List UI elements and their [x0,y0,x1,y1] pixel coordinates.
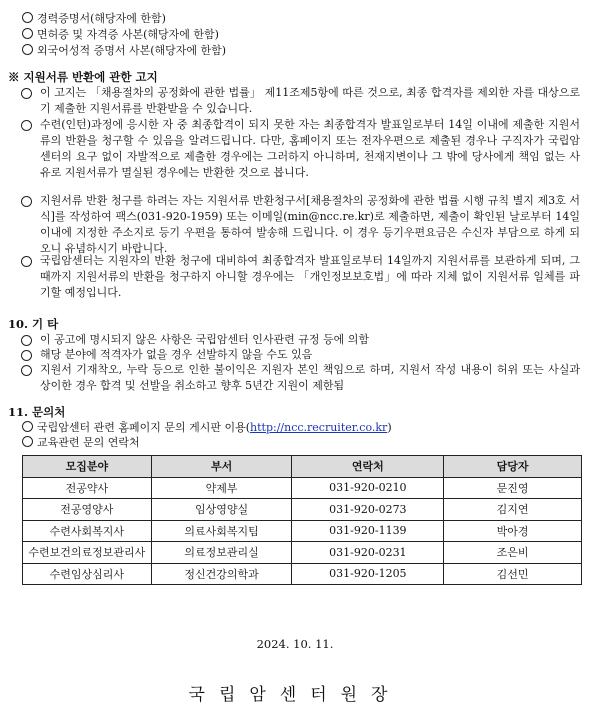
circle-bullet-icon [21,88,32,99]
table-header-person: 담당자 [444,456,582,478]
table-cell: 수련임상심리사 [23,563,152,585]
table-cell: 031-920-1205 [292,563,444,585]
table-row [23,542,582,564]
table-cell: 수련사회복지사 [23,520,152,542]
return-heading: ※ 지원서류 반환에 관한 고지 [8,70,158,84]
table-cell: 김선민 [444,563,582,585]
etc-item-1: 이 공고에 명시되지 않은 사항은 국립암센터 인사관련 규정 등에 의함 [40,332,580,348]
circle-bullet-icon [22,436,33,447]
circle-bullet-icon [22,44,33,55]
issuer-signature: 국립암센터원장 [188,685,402,705]
contact-item-2: 교육관련 문의 연락처 [22,435,140,451]
circle-bullet-icon [21,350,32,361]
table-cell: 문진영 [444,477,582,499]
circle-bullet-icon [21,256,32,267]
recruit-site-link[interactable]: http://ncc.recruiter.co.kr [250,421,388,434]
circle-bullet-icon [22,421,33,432]
circle-bullet-icon [21,365,32,376]
etc-heading: 10. 기 타 [8,317,59,331]
etc-item-2: 해당 분야에 적격자가 없을 경우 선발하지 않을 수도 있음 [40,347,580,363]
table-cell: 전공영양사 [23,499,152,521]
return-paragraph-2: 수련(인턴)과정에 응시한 자 중 최종합격이 되지 못한 자는 최종합격자 발표일로부터 14일 이내에 제출한 지원서류의 반환을 청구할 수 있음을 알려드립니다. 다만, 홈페이지 또는 전자우편으로 제출된 경우나 구직자가 국립암센터의 요구 없이 자발적으로 제출한 경우에는 그러하지 아니하며, 천재지변이나 그 밖에 당사에게 책임 없는 사유로 지원서류가 멸실된 경우에는 반환한 것으로 봅니다. [40,117,580,181]
table-cell: 전공약사 [23,477,152,499]
table-cell: 의료사회복지팀 [151,520,292,542]
table-row [23,563,582,585]
circle-bullet-icon [21,335,32,346]
table-cell: 정신건강의학과 [151,563,292,585]
table-cell: 031-920-0231 [292,542,444,564]
table-row [23,477,582,499]
return-paragraph-3: 지원서류 반환 청구를 하려는 자는 지원서류 반환청구서[채용절차의 공정화에 관한 법률 시행 규칙 별지 제3호 서식]를 작성하여 팩스(031-920-1959) 또는 이메일(min@ncc.re.kr)로 제출하면, 제출이 확인된 날로부터 14일 이내에 지정한 주소지로 등기 우편을 통하여 발송해 드립니다. 이 경우 등기우편요금은 수신자 부담으로 하게 되오니 유념하시기 바랍니다. [40,193,580,257]
table-cell: 의료정보관리실 [151,542,292,564]
table-cell: 031-920-0273 [292,499,444,521]
table-cell: 박아경 [444,520,582,542]
table-row [23,520,582,542]
table-header-dept: 부서 [151,456,292,478]
table-header-row [23,456,582,478]
circle-bullet-icon [22,12,33,23]
return-paragraph-1: 이 고지는 「채용절차의 공정화에 관한 법률」 제11조제5항에 따른 것으로, 최종 합격자를 제외한 자를 대상으로 기 제출한 지원서류를 반환받을 수 있습니다. [40,85,580,117]
table-row [23,499,582,521]
doc-item-3: 외국어성적 증명서 사본(해당자에 한함) [22,43,226,59]
table-cell: 조은비 [444,542,582,564]
circle-bullet-icon [21,196,32,207]
table-header-phone: 연락처 [292,456,444,478]
contact-item-1: 국립암센터 관련 홈페이지 문의 게시판 이용(http://ncc.recruiter.co.kr) [22,420,392,436]
circle-bullet-icon [21,120,32,131]
table-cell: 김지연 [444,499,582,521]
table-cell: 031-920-1139 [292,520,444,542]
table-cell: 031-920-0210 [292,477,444,499]
return-paragraph-4: 국립암센터는 지원자의 반환 청구에 대비하여 최종합격자 발표일로부터 14일까지 지원서류를 보관하게 되며, 그때까지 지원서류의 반환을 청구하지 아니할 경우에는 「개인정보보호법」에 따라 지체 없이 지원서류 일체를 파기할 예정입니다. [40,253,580,301]
table-cell: 수련보건의료정보관리사 [23,542,152,564]
doc-item-1: 경력증명서(해당자에 한함) [22,11,166,27]
circle-bullet-icon [22,28,33,39]
table-cell: 임상영양실 [151,499,292,521]
contact-table [22,455,582,585]
table-header-field: 모집분야 [23,456,152,478]
doc-item-2: 면허증 및 자격증 사본(해당자에 한함) [22,27,219,43]
announcement-date: 2024. 10. 11. [256,637,334,651]
etc-item-3: 지원서 기재착오, 누락 등으로 인한 불이익은 지원자 본인 책임으로 하며, 지원서 작성 내용이 허위 또는 사실과 상이한 경우 합격 및 선발을 취소하고 향후 5년간 지원이 제한됨 [40,362,580,394]
table-cell: 약제부 [151,477,292,499]
contact-heading: 11. 문의처 [8,405,66,419]
